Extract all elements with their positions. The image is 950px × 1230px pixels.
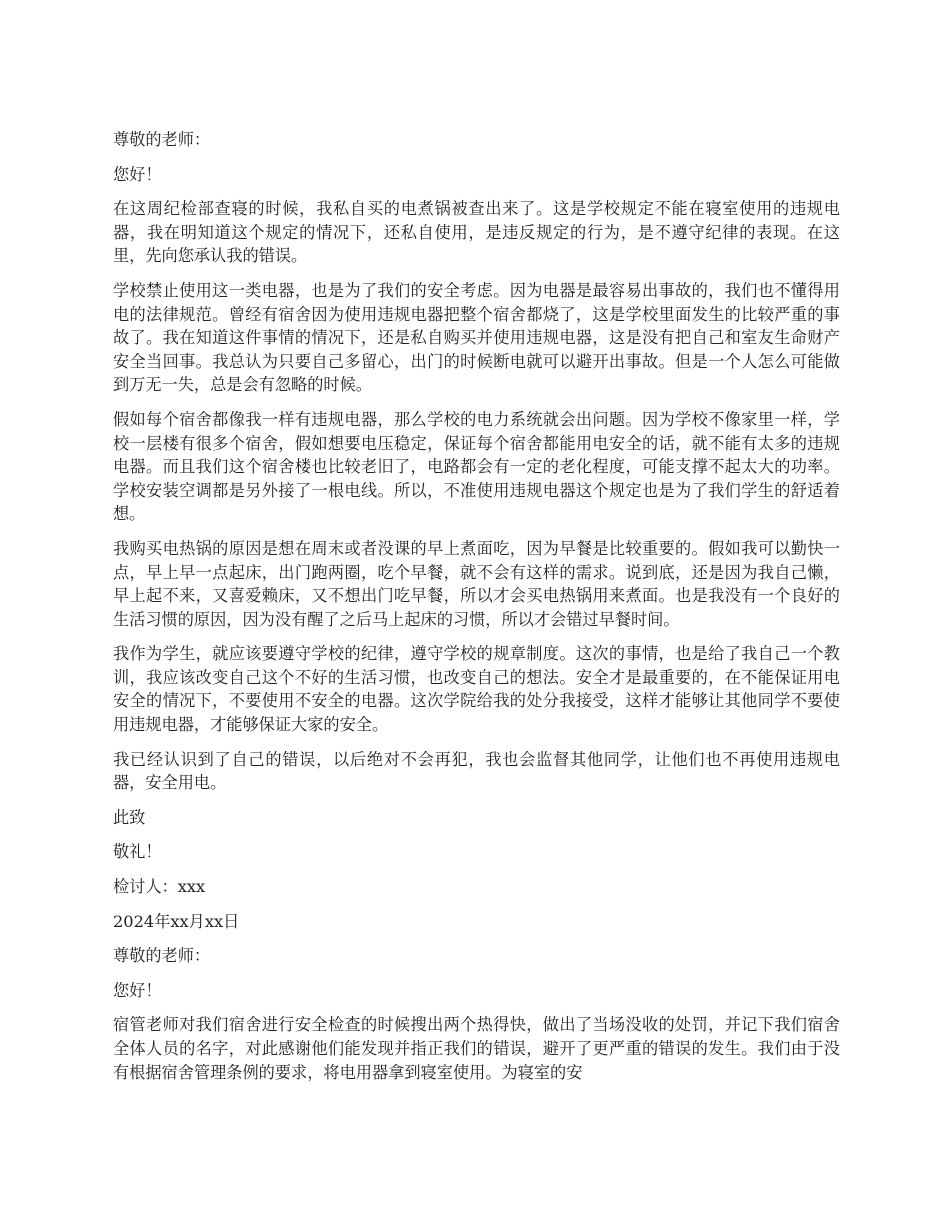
body-paragraph: 我已经认识到了自己的错误，以后绝对不会再犯，我也会监督其他同学，让他们也不再使用违规电器，安全用电。 [113, 749, 840, 793]
closing-salute: 敬礼！ [113, 842, 162, 862]
date-line: 2024年xx月xx日 [113, 911, 240, 931]
closing-line: 此致 [113, 807, 146, 827]
salutation: 尊敬的老师： [113, 130, 211, 149]
signature-line: 检讨人：xxx [113, 877, 206, 897]
body-paragraph: 学校禁止使用这一类电器，也是为了我们的安全考虑。因为电器是最容易出事故的，我们也不懂得用电的法律规范。曾经有宿舍因为使用违规电器把整个宿舍都烧了，这是学校里面发生的比较严重的事故了。我在知道这件事情的情况下，还是私自购买并使用违规电器，这是没有把自己和室友生命财产安全当回事。我总认为只要自己多留心，出门的时候断电就可以避开出事故。但是一个人怎么可能做到万无一失，总是会有忽略的时候。 [113, 280, 840, 395]
salutation-2: 尊敬的老师： [113, 946, 211, 966]
body-paragraph: 宿管老师对我们宿舍进行安全检查的时候搜出两个热得快，做出了当场没收的处罚，并记下我们宿舍全体人员的名字，对此感谢他们能发现并指正我们的错误，避开了更严重的错误的发生。我们由于没有根据宿舍管理条例的要求，将电用器拿到寝室使用。为寝室的安 [113, 1015, 840, 1082]
greeting: 您好！ [113, 164, 162, 184]
body-paragraph: 假如每个宿舍都像我一样有违规电器，那么学校的电力系统就会出问题。因为学校不像家里一样，学校一层楼有很多个宿舍，假如想要电压稳定，保证每个宿舍都能用电安全的话，就不能有太多的违规电器。而且我们这个宿舍楼也比较老旧了，电路都会有一定的老化程度，可能支撑不起太大的功率。学校安装空调都是另外接了一根电线。所以，不准使用违规电器这个规定也是为了我们学生的舒适着想。 [113, 409, 840, 524]
body-paragraph: 我购买电热锅的原因是想在周末或者没课的早上煮面吃，因为早餐是比较重要的。假如我可以勤快一点，早上早一点起床，出门跑两圈，吃个早餐，就不会有这样的需求。说到底，还是因为我自己懒，早上起不来，又喜爱赖床，又不想出门吃早餐，所以才会买电热锅用来煮面。也是我没有一个良好的生活习惯的原因，因为没有醒了之后马上起床的习惯，所以才会错过早餐时间。 [113, 538, 840, 629]
body-paragraph: 我作为学生，就应该要遵守学校的纪律，遵守学校的规章制度。这次的事情，也是给了我自己一个教训，我应该改变自己这个不好的生活习惯，也改变自己的想法。安全才是最重要的，在不能保证用电安全的情况下，不要使用不安全的电器。这次学院给我的处分我接受，这样才能够让其他同学不要使用违规电器，才能够保证大家的安全。 [113, 644, 840, 735]
greeting-2: 您好！ [113, 980, 162, 1000]
body-paragraph: 在这周纪检部查寝的时候，我私自买的电煮锅被查出来了。这是学校规定不能在寝室使用的违规电器，我在明知道这个规定的情况下，还私自使用，是违反规定的行为，是不遵守纪律的表现。在这里，先向您承认我的错误。 [113, 199, 840, 266]
document-page [113, 128, 840, 1095]
